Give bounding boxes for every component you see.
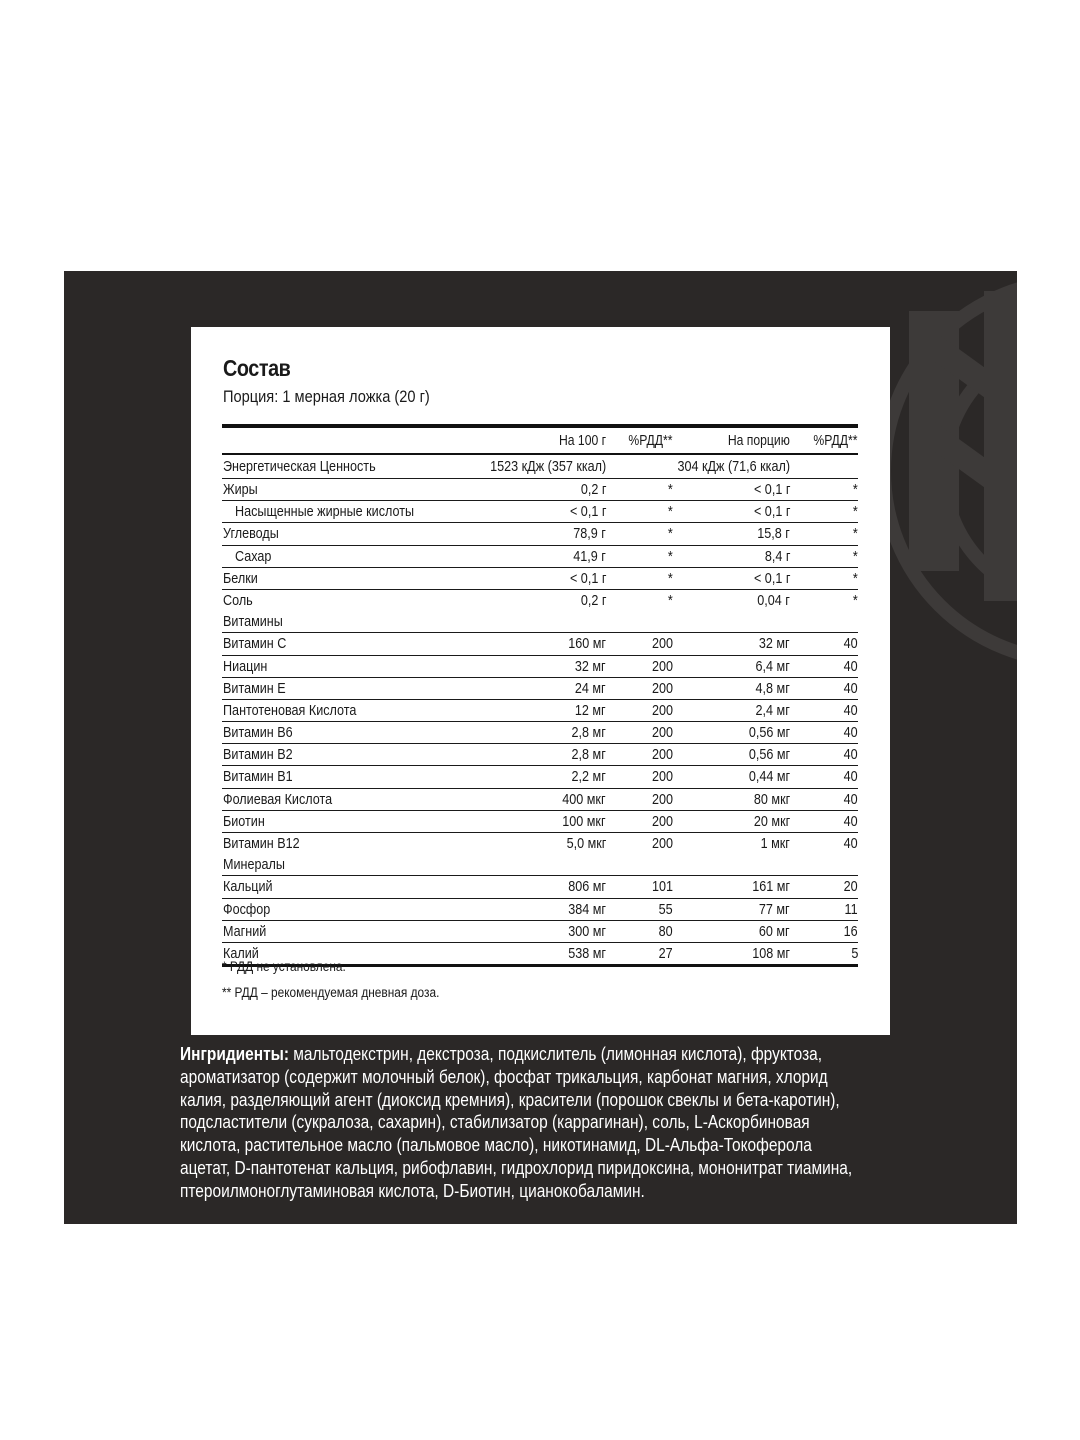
rdd-per-serving: 11 bbox=[844, 900, 858, 918]
nutrition-table bbox=[222, 424, 858, 967]
value-per-100g: 41,9 г bbox=[573, 547, 606, 565]
table-row bbox=[222, 678, 858, 700]
rdd-per-serving: 40 bbox=[843, 835, 858, 852]
value-per-100g: 78,9 г bbox=[573, 525, 606, 543]
table-header bbox=[222, 428, 858, 455]
energy-name: Энергетическая Ценность bbox=[223, 458, 376, 475]
rdd-per-100g: * bbox=[668, 547, 673, 565]
nutrient-name: Пантотеновая Кислота bbox=[223, 701, 357, 719]
value-per-100g: 400 мкг bbox=[562, 790, 606, 808]
rdd-per-100g: 200 bbox=[651, 657, 673, 675]
value-per-serving: < 0,1 г bbox=[753, 503, 790, 521]
value-per-100g: 384 мг bbox=[568, 900, 606, 918]
rdd-per-serving: * bbox=[853, 547, 858, 565]
ingredients-label: Ингридиенты: bbox=[180, 1044, 290, 1064]
ingredients-line: калия, разделяющий агент (диоксид кремния), красители (порошок свеклы и бета-каротин), bbox=[180, 1089, 840, 1110]
value-per-100g: < 0,1 г bbox=[569, 503, 606, 521]
nutrient-name: Соль bbox=[223, 591, 253, 609]
rdd-per-100g: * bbox=[668, 525, 673, 543]
nutrient-name: Калий bbox=[223, 944, 259, 962]
rdd-per-serving: * bbox=[853, 569, 858, 587]
rdd-per-100g: 27 bbox=[658, 944, 673, 962]
ingredients-line: птероилмоноглутаминовая кислота, D-Биотин, цианокобаламин. bbox=[180, 1180, 645, 1201]
value-per-100g: 12 мг bbox=[575, 701, 606, 719]
value-per-serving: < 0,1 г bbox=[753, 569, 790, 587]
nutrient-name: Биотин bbox=[223, 812, 265, 830]
ingredients-line: ароматизатор (содержит молочный белок), фосфат трикальция, карбонат магния, хлорид bbox=[180, 1066, 828, 1087]
rdd-per-serving: 40 bbox=[843, 812, 858, 830]
rdd-per-100g: * bbox=[668, 569, 673, 587]
nutrient-name: Витамин В12 bbox=[223, 835, 300, 852]
value-per-100g: 0,2 г bbox=[580, 591, 606, 609]
rdd-per-serving: 40 bbox=[843, 635, 858, 653]
table-row bbox=[222, 833, 858, 854]
ingredients-line bbox=[180, 1043, 826, 1066]
table-row bbox=[222, 523, 858, 545]
ingredients-line: подсластители (сукралоза, сахарин), стабилизатор (каррагинан), соль, L-Аскорбиновая bbox=[180, 1112, 810, 1133]
value-per-serving: 1 мкг bbox=[760, 835, 790, 852]
rdd-per-100g: 101 bbox=[651, 878, 673, 896]
nutrient-rows bbox=[222, 479, 858, 967]
value-per-100g: 24 мг bbox=[575, 679, 606, 697]
value-per-100g: 32 мг bbox=[575, 657, 606, 675]
table-row bbox=[222, 479, 858, 501]
rdd-per-100g: 200 bbox=[651, 679, 673, 697]
nutrient-name: Витамин Е bbox=[223, 679, 286, 697]
rdd-per-serving: 40 bbox=[843, 724, 858, 742]
rdd-per-100g: 200 bbox=[651, 812, 673, 830]
rdd-per-serving: 40 bbox=[843, 768, 858, 786]
nutrient-name: Насыщенные жирные кислоты bbox=[235, 503, 415, 521]
header-rdd-serving: %РДД** bbox=[813, 433, 858, 449]
header-per-100g: На 100 г bbox=[558, 433, 606, 449]
energy-per-serving: 304 кДж (71,6 ккал) bbox=[677, 458, 790, 475]
table-row bbox=[222, 611, 858, 633]
value-per-100g: 2,8 мг bbox=[571, 746, 606, 764]
value-per-100g: 5,0 мкг bbox=[566, 835, 606, 852]
nutrient-name: Фолиевая Кислота bbox=[223, 790, 333, 808]
rdd-per-100g: 200 bbox=[651, 746, 673, 764]
value-per-serving: 15,8 г bbox=[757, 525, 790, 543]
serving-size: Порция: 1 мерная ложка (20 г) bbox=[223, 387, 430, 406]
value-per-serving: 0,44 мг bbox=[748, 768, 790, 786]
value-per-serving: 77 мг bbox=[759, 900, 790, 918]
value-per-serving: < 0,1 г bbox=[753, 481, 790, 498]
rdd-per-100g: * bbox=[668, 481, 673, 498]
nutrient-name: Кальций bbox=[223, 878, 273, 896]
nutrient-name: Белки bbox=[223, 569, 258, 587]
rdd-per-serving: 20 bbox=[843, 878, 858, 896]
header-rdd-100g: %РДД** bbox=[628, 433, 673, 449]
nutrient-name: Сахар bbox=[235, 547, 272, 565]
energy-per-100g: 1523 кДж (357 ккал) bbox=[489, 458, 606, 475]
value-per-serving: 2,4 мг bbox=[755, 701, 790, 719]
value-per-100g: 538 мг bbox=[568, 944, 606, 962]
ingredients-text bbox=[180, 1043, 940, 1203]
table-row bbox=[222, 766, 858, 788]
rdd-per-100g: * bbox=[668, 591, 673, 609]
dark-panel bbox=[64, 271, 1017, 1224]
nutrient-name: Витамины bbox=[223, 613, 283, 631]
rdd-per-100g: 80 bbox=[658, 922, 673, 940]
header-per-serving: На порцию bbox=[727, 433, 790, 449]
table-row bbox=[222, 633, 858, 655]
value-per-serving: 60 мг bbox=[759, 922, 790, 940]
value-per-serving: 108 мг bbox=[752, 944, 790, 962]
value-per-serving: 32 мг bbox=[759, 635, 790, 653]
rdd-per-100g: 200 bbox=[651, 790, 673, 808]
ingredients-line-text: мальтодекстрин, декстроза, подкислитель (лимонная кислота), фруктоза, bbox=[289, 1044, 823, 1064]
table-row bbox=[222, 811, 858, 833]
card-title: Состав bbox=[223, 355, 291, 381]
ingredients-line: ацетат, D-пантотенат кальция, рибофлавин, гидрохлорид пиридоксина, мононитрат тиамина, bbox=[180, 1157, 853, 1178]
table-row bbox=[222, 789, 858, 811]
value-per-serving: 6,4 мг bbox=[755, 657, 790, 675]
value-per-serving: 8,4 г bbox=[764, 547, 790, 565]
value-per-100g: < 0,1 г bbox=[569, 569, 606, 587]
nutrient-name: Фосфор bbox=[223, 900, 271, 918]
table-row bbox=[222, 722, 858, 744]
table-row bbox=[222, 590, 858, 611]
rdd-per-serving: 16 bbox=[843, 922, 858, 940]
rdd-per-serving: * bbox=[853, 503, 858, 521]
value-per-100g: 100 мкг bbox=[562, 812, 606, 830]
footnote-rdd-not-set: * РДД не установлена. bbox=[222, 959, 346, 974]
nutrient-name: Витамин В1 bbox=[223, 768, 293, 786]
table-row bbox=[222, 546, 858, 568]
value-per-100g: 0,2 г bbox=[580, 481, 606, 498]
table-row bbox=[222, 899, 858, 921]
value-per-100g: 2,8 мг bbox=[571, 724, 606, 742]
table-row bbox=[222, 744, 858, 766]
value-per-serving: 0,56 мг bbox=[748, 724, 790, 742]
value-per-serving: 4,8 мг bbox=[755, 679, 790, 697]
table-row bbox=[222, 921, 858, 943]
nutrient-name: Витамин В6 bbox=[223, 724, 293, 742]
rdd-per-100g: 200 bbox=[651, 701, 673, 719]
table-row bbox=[222, 700, 858, 722]
rdd-per-serving: 40 bbox=[843, 679, 858, 697]
rdd-per-100g: 200 bbox=[651, 724, 673, 742]
table-row bbox=[222, 854, 858, 876]
rdd-per-100g: 200 bbox=[651, 835, 673, 852]
rdd-per-serving: 40 bbox=[843, 746, 858, 764]
value-per-100g: 2,2 мг bbox=[571, 768, 606, 786]
value-per-100g: 300 мг bbox=[568, 922, 606, 940]
nutrient-name: Углеводы bbox=[223, 525, 279, 543]
table-row bbox=[222, 656, 858, 678]
nutrient-name: Витамин В2 bbox=[223, 746, 293, 764]
rdd-per-100g: 200 bbox=[651, 768, 673, 786]
table-row bbox=[222, 568, 858, 590]
nutrient-name: Витамин С bbox=[223, 635, 287, 653]
table-row bbox=[222, 501, 858, 523]
nutrient-name: Жиры bbox=[223, 481, 258, 498]
rdd-per-serving: 40 bbox=[843, 657, 858, 675]
ingredients-line: кислота, растительное масло (пальмовое масло), никотинамид, DL-Альфа-Токоферола bbox=[180, 1135, 812, 1156]
footnote-rdd-definition: ** РДД – рекомендуемая дневная доза. bbox=[222, 985, 440, 1000]
rdd-per-100g: 55 bbox=[658, 900, 673, 918]
rdd-per-serving: 40 bbox=[843, 790, 858, 808]
nutrient-name: Магний bbox=[223, 922, 267, 940]
rdd-per-serving: 40 bbox=[843, 701, 858, 719]
nutrition-card bbox=[191, 327, 890, 1035]
nutrient-name: Ниацин bbox=[223, 657, 268, 675]
nutrient-name: Минералы bbox=[223, 856, 285, 874]
rdd-per-serving: * bbox=[853, 591, 858, 609]
rdd-per-serving: * bbox=[853, 525, 858, 543]
value-per-100g: 160 мг bbox=[568, 635, 606, 653]
rdd-per-serving: 5 bbox=[850, 944, 858, 962]
value-per-serving: 80 мкг bbox=[753, 790, 790, 808]
value-per-100g: 806 мг bbox=[568, 878, 606, 896]
table-row bbox=[222, 876, 858, 898]
value-per-serving: 20 мкг bbox=[753, 812, 790, 830]
rdd-per-100g: 200 bbox=[651, 635, 673, 653]
value-per-serving: 0,04 г bbox=[757, 591, 790, 609]
rdd-per-100g: * bbox=[668, 503, 673, 521]
rdd-per-serving: * bbox=[853, 481, 858, 498]
energy-row bbox=[222, 455, 858, 479]
value-per-serving: 161 мг bbox=[752, 878, 790, 896]
value-per-serving: 0,56 мг bbox=[748, 746, 790, 764]
